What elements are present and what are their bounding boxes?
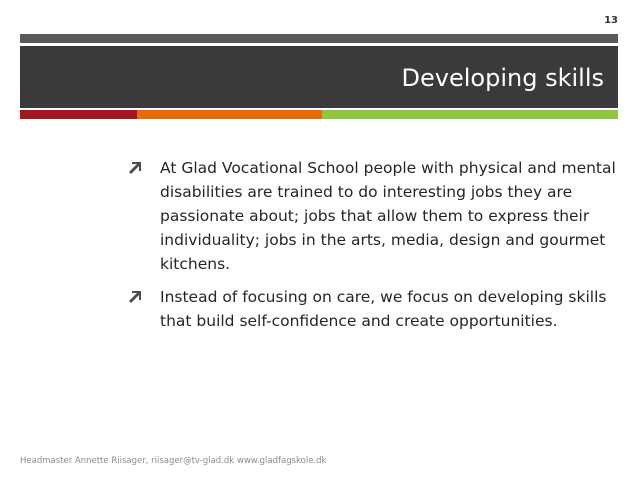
arrow-up-right-icon [128,288,146,306]
bullet-list [128,156,618,342]
slide-title: Developing skills [401,64,604,92]
bullet-text: At Glad Vocational School people with physical and mental disabilities are trained to do interesting jobs they are passionate about; jobs that allow them to express their individuality; jobs in the arts, media, design and gourmet kitchens. [160,159,616,273]
accent-strip [20,110,618,119]
bullet-item [128,156,618,276]
accent-orange-segment [137,110,322,119]
title-band [20,46,618,108]
arrow-up-right-icon [128,159,146,177]
top-bar [20,34,618,43]
footer-text: Headmaster Annette Riisager, riisager@tv-glad.dk www.gladfagskole.dk [20,456,327,466]
slide-number: 13 [604,15,618,26]
bullet-text: Instead of focusing on care, we focus on developing skills that build self-confidence and create opportunities. [160,288,607,330]
accent-green-segment [322,110,618,119]
accent-red-segment [20,110,137,119]
bullet-item [128,285,618,333]
